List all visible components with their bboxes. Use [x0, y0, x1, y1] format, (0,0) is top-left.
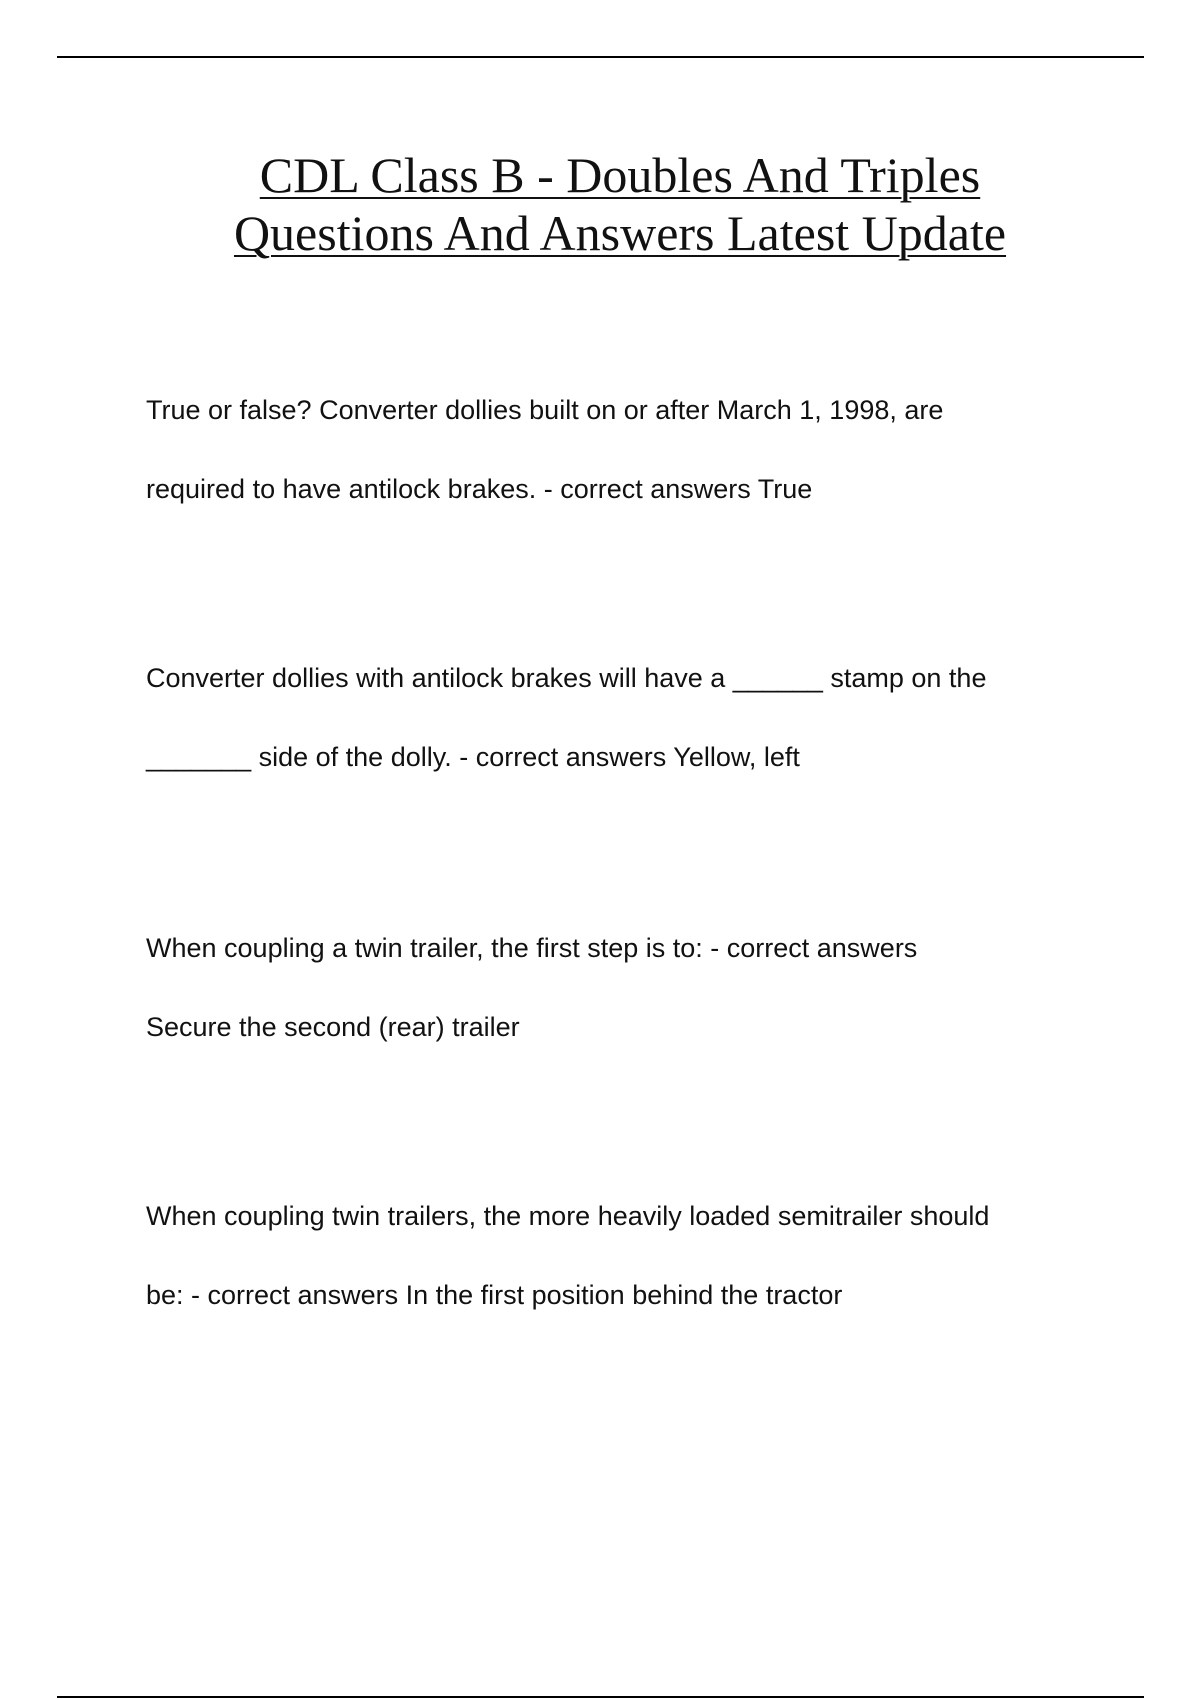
qa-item-2-answer: _______ side of the dolly. - correct answers Yellow, left: [146, 742, 800, 772]
document-title-line-2: Questions And Answers Latest Update: [233, 205, 1007, 261]
qa-item-4-question: When coupling twin trailers, the more heavily loaded semitrailer should: [146, 1201, 990, 1231]
qa-item-3-question: When coupling a twin trailer, the first step is to: - correct answers: [146, 933, 918, 963]
header-rule: [57, 56, 1144, 58]
qa-item-1-answer: required to have antilock brakes. - correct answers True: [146, 474, 813, 504]
qa-item-4-answer: be: - correct answers In the first position behind the tractor: [146, 1280, 843, 1310]
qa-item-2-question: Converter dollies with antilock brakes will have a ______ stamp on the: [146, 663, 987, 693]
document-title: [0, 146, 1200, 262]
footer-rule: [57, 1696, 1144, 1698]
qa-item-3-answer: Secure the second (rear) trailer: [146, 1012, 520, 1042]
qa-item-1-question: True or false? Converter dollies built on or after March 1, 1998, are: [146, 395, 944, 425]
document-title-line-1: CDL Class B - Doubles And Triples: [259, 147, 981, 203]
